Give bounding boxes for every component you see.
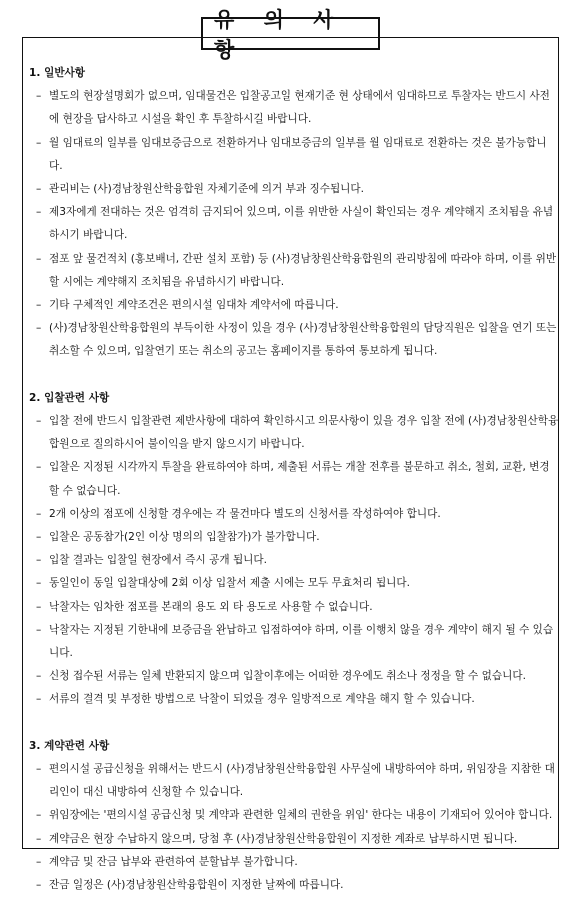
list-item: – 계약금 및 잔금 납부와 관련하여 분할납부 불가합니다.	[29, 851, 559, 874]
list-item: – 월 임대료의 일부를 임대보증금으로 전환하거나 임대보증금의 일부를 월 임대료로 전환하는 것은 불가능합니다.	[29, 132, 559, 178]
section-heading: 3. 계약관련 사항	[29, 739, 110, 752]
section-general	[29, 62, 559, 364]
section-heading: 2. 입찰관련 사항	[29, 391, 110, 404]
bullet-dash: –	[36, 855, 42, 868]
list-item: – 동일인이 동일 입찰대상에 2회 이상 입찰서 제출 시에는 모두 무효처리 됩니다.	[29, 572, 559, 595]
bullet-dash: –	[36, 299, 42, 312]
list-item: – 신청 접수된 서류는 일체 반환되지 않으며 입찰이후에는 어떠한 경우에도 취소나 정정을 할 수 없습니다.	[29, 665, 559, 688]
page-title: 유 의 사 항	[201, 17, 380, 50]
list-item: – 별도의 현장설명회가 없으며, 임대물건은 입찰공고일 현재기준 현 상태에서 임대하므로 투찰자는 반드시 사전에 현장을 답사하고 시설을 확인 후 투찰하시길 바랍니다.	[29, 85, 559, 131]
list-item: – 관리비는 (사)경남창원산학융합원 자체기준에 의거 부과 징수됩니다.	[29, 178, 559, 201]
bullet-dash: –	[36, 90, 42, 103]
bullet-dash: –	[36, 415, 42, 428]
list-item: – 입찰은 공동참가(2인 이상 명의의 입찰참가)가 불가합니다.	[29, 526, 559, 549]
list-item: – 2개 이상의 점포에 신청할 경우에는 각 물건마다 별도의 신청서를 작성하여야 합니다.	[29, 503, 559, 526]
bullet-dash: –	[36, 206, 42, 219]
notice-content	[29, 62, 559, 897]
section-heading: 1. 일반사항	[29, 67, 86, 79]
list-item: – 입찰 전에 반드시 입찰관련 제반사항에 대하여 확인하시고 의문사항이 있을 경우 입찰 전에 (사)경남창원산학융합원으로 질의하시어 불이익을 받지 않으시기 바랍니다.	[29, 410, 559, 456]
list-item: – 서류의 결격 및 부정한 방법으로 낙찰이 되었을 경우 일방적으로 계약을 해지 할 수 있습니다.	[29, 688, 559, 711]
list-item: – 낙찰자는 지정된 기한내에 보증금을 완납하고 입점하여야 하며, 이를 이행치 않을 경우 계약이 해지 될 수 있습니다.	[29, 619, 559, 665]
bullet-dash: –	[36, 322, 42, 335]
list-item: – (사)경남창원산학융합원의 부득이한 사정이 있을 경우 (사)경남창원산학융합원의 담당직원은 입찰을 연기 또는 취소할 수 있으며, 입찰연기 또는 취소의 공고는 홈페이지를 통하여 통보하게 됩니다.	[29, 317, 559, 363]
section-contract	[29, 735, 559, 897]
list-item: – 입찰 결과는 입찰일 현장에서 즉시 공개 됩니다.	[29, 549, 559, 572]
bullet-dash: –	[36, 577, 42, 590]
section-spacer	[29, 712, 559, 735]
list-item: – 기타 구체적인 계약조건은 편의시설 임대차 계약서에 따릅니다.	[29, 294, 559, 317]
list-item: – 잔금 일정은 (사)경남창원산학융합원이 지정한 날짜에 따릅니다.	[29, 874, 559, 897]
section-spacer	[29, 364, 559, 387]
bullet-dash: –	[36, 763, 42, 776]
list-item: – 제3자에게 전대하는 것은 엄격히 금지되어 있으며, 이를 위반한 사실이 확인되는 경우 계약해지 조치됨을 유념하시기 바랍니다.	[29, 201, 559, 247]
bullet-dash: –	[36, 252, 42, 265]
bullet-dash: –	[36, 183, 42, 196]
list-item: – 계약금은 현장 수납하지 않으며, 당첨 후 (사)경남창원산학융합원이 지정한 계좌로 납부하시면 됩니다.	[29, 828, 559, 851]
bullet-dash: –	[36, 809, 42, 822]
bullet-dash: –	[36, 507, 42, 520]
list-item: – 편의시설 공급신청을 위해서는 반드시 (사)경남창원산학융합원 사무실에 내방하여야 하며, 위임장을 지참한 대리인이 대신 내방하여 신청할 수 있습니다.	[29, 758, 559, 804]
list-item: – 낙찰자는 임차한 점포를 본래의 용도 외 타 용도로 사용할 수 없습니다.	[29, 596, 559, 619]
bullet-dash: –	[36, 623, 42, 636]
bullet-dash: –	[36, 554, 42, 567]
list-item: – 위임장에는 '편의시설 공급신청 및 계약과 관련한 일체의 권한을 위임' 한다는 내용이 기재되어 있어야 합니다.	[29, 804, 559, 827]
bullet-dash: –	[36, 600, 42, 613]
bullet-dash: –	[36, 136, 42, 149]
bullet-dash: –	[36, 461, 42, 474]
list-item: – 입찰은 지정된 시각까지 투찰을 완료하여야 하며, 제출된 서류는 개찰 전후를 불문하고 취소, 철회, 교환, 변경할 수 없습니다.	[29, 456, 559, 502]
bullet-dash: –	[36, 879, 42, 892]
bullet-dash: –	[36, 670, 42, 683]
bullet-dash: –	[36, 531, 42, 544]
list-item: – 점포 앞 물건적치 (홍보배너, 간판 설치 포함) 등 (사)경남창원산학융합원의 관리방침에 따라야 하며, 이를 위반할 시에는 계약해지 조치됨을 유념하시기 바랍니다.	[29, 248, 559, 294]
bullet-dash: –	[36, 832, 42, 845]
bullet-dash: –	[36, 693, 42, 706]
section-bidding	[29, 387, 559, 712]
